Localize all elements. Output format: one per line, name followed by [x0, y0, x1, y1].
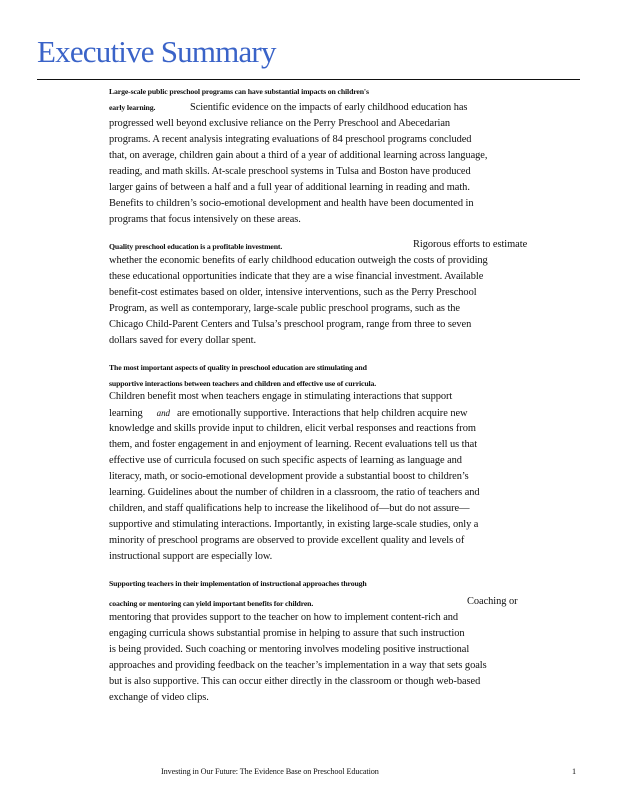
section-3-heading-line-2: supportive interactions between teachers and children and effective use of curricula. — [109, 379, 377, 388]
section-1-body-line: programs that focus intensively on these areas. — [109, 214, 301, 225]
section-1-body-line: Benefits to children’s socio-emotional development and health have been documented in — [109, 198, 474, 209]
section-1-heading-line-1: Large-scale public preschool programs can have substantial impacts on children's — [109, 87, 369, 96]
section-1-heading-end: early learning. — [109, 103, 156, 112]
section-3-text-fragment: learning — [109, 408, 143, 419]
section-3-body-line: instructional support are especially low. — [109, 551, 273, 562]
section-1-heading-line-2 — [109, 101, 155, 115]
section-3-body-line: literacy, math, or socio-emotional development provide a substantial boost to children’s — [109, 471, 469, 482]
section-4-body-line: mentoring that provides support to the teacher on how to implement content-rich and — [109, 612, 459, 623]
section-1-body-line: progressed well beyond exclusive reliance on the Perry Preschool and Abecedarian — [109, 118, 451, 129]
section-2-body-line: Program, as well as contemporary, large-scale public preschool programs, such as the — [109, 303, 460, 314]
section-3-body-line: learning. Guidelines about the number of children in a classroom, the ratio of teachers and — [109, 487, 480, 498]
section-1-body-line: that, on average, children gain about a third of a year of additional learning across language, — [109, 150, 488, 161]
section-3-body-line: supportive and stimulating interactions. Importantly, in existing large-scale studies, only a — [109, 519, 479, 530]
section-2-body-line: benefit-cost estimates based on older, intensive interventions, such as the Perry Preschool — [109, 287, 477, 298]
section-4-body-line: exchange of video clips. — [109, 692, 209, 703]
section-2-body-line: Chicago Child-Parent Centers and Tulsa’s preschool program, range from three to seven — [109, 319, 472, 330]
title-divider — [37, 79, 580, 80]
section-1-body-line: larger gains of between a half and a full year of additional learning in reading and math. — [109, 182, 470, 193]
section-4-body-line: but is also supportive. This can occur either directly in the classroom or though web-based — [109, 676, 481, 687]
section-3-emphasis: and — [156, 408, 171, 418]
section-2-body-line: whether the economic benefits of early childhood education outweigh the costs of providing — [109, 255, 488, 266]
section-4-body-line: approaches and providing feedback on the teacher’s implementation in a way that sets goals — [109, 660, 487, 671]
section-3-body-line-2 — [109, 406, 467, 421]
page-title: Executive Summary — [37, 34, 276, 69]
section-4-heading-line-2: coaching or mentoring can yield important benefits for children. — [109, 599, 314, 608]
section-3-heading-line-1: The most important aspects of quality in preschool education are stimulating and — [109, 363, 367, 372]
section-1-body-line: programs. A recent analysis integrating evaluations of 84 preschool programs concluded — [109, 134, 472, 145]
section-3-body-line: Children benefit most when teachers engage in stimulating interactions that support — [109, 391, 453, 402]
section-4-heading-line-1: Supporting teachers in their implementation of instructional approaches through — [109, 579, 367, 588]
section-1-lead-text: Scientific evidence on the impacts of early childhood education has — [190, 102, 468, 113]
section-3-body-line: knowledge and skills provide input to children, elicit verbal responses and reactions from — [109, 423, 476, 434]
section-3-text-fragment: are emotionally supportive. Interactions that help children acquire new — [177, 408, 468, 419]
section-4-lead-text: Coaching or — [467, 596, 518, 607]
section-3-body-line: effective use of curricula focused on such specific aspects of learning as language and — [109, 455, 462, 466]
footer-title: Investing in Our Future: The Evidence Base on Preschool Education — [161, 767, 379, 776]
section-3-body-line: them, and foster engagement in and enjoyment of learning. Recent evaluations tell us that — [109, 439, 478, 450]
section-1-body-line: reading, and math skills. At-scale preschool systems in Tulsa and Boston have produced — [109, 166, 471, 177]
section-4-body-line: is being provided. Such coaching or mentoring involves modeling positive instructional — [109, 644, 470, 655]
section-2-body-line: these educational opportunities indicate that they are a wise financial investment. Available — [109, 271, 484, 282]
section-4-body-line: engaging curricula shows substantial promise in helping to assure that such instruction — [109, 628, 465, 639]
section-2-lead-text: Rigorous efforts to estimate — [413, 239, 528, 250]
section-2-body-line: dollars saved for every dollar spent. — [109, 335, 257, 346]
section-3-body-line: minority of preschool programs are observed to provide excellent quality and levels of — [109, 535, 465, 546]
page-number: 1 — [572, 767, 576, 776]
section-2-heading: Quality preschool education is a profitable investment. — [109, 242, 283, 251]
section-3-body-line: children, and staff qualifications help to increase the likelihood of—but do not assure— — [109, 503, 470, 514]
